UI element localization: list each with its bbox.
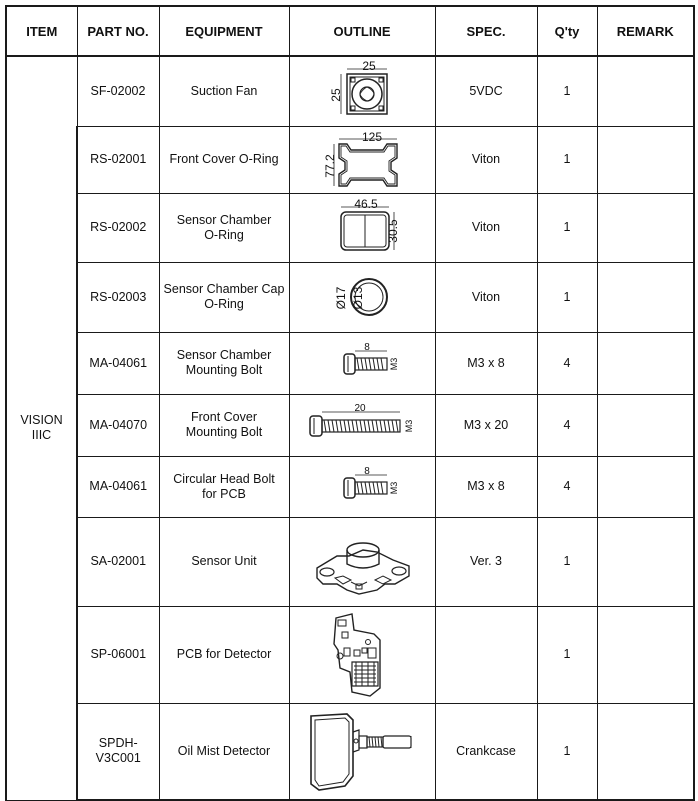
header-qty: Q'ty (537, 6, 597, 56)
header-spec: SPEC. (435, 6, 537, 56)
remark-cell (597, 56, 694, 126)
parts-table (5, 5, 695, 801)
table-row (6, 606, 694, 703)
header-remark: REMARK (597, 6, 694, 56)
table-row (6, 703, 694, 800)
spec-cell: M3 x 8 (435, 456, 537, 517)
spec-cell: Viton (435, 262, 537, 332)
qty-cell: 1 (537, 703, 597, 800)
part-no-cell: RS-02001 (77, 126, 159, 193)
oring-width-label: 125 (361, 129, 383, 144)
pcb-drawing (322, 610, 402, 700)
sensor-unit-drawing (307, 522, 417, 602)
qty-cell: 4 (537, 332, 597, 394)
spec-cell: Viton (435, 193, 537, 262)
equipment-cell: Sensor Chamber Mounting Bolt (159, 332, 289, 394)
outline-cell (289, 394, 435, 456)
remark-cell (597, 606, 694, 703)
remark-cell (597, 517, 694, 606)
fan-width-label: 25 (362, 59, 376, 74)
part-no-cell: SF-02002 (77, 56, 159, 126)
remark-cell (597, 456, 694, 517)
chamber-oring-height-label: 30.5 (386, 218, 400, 243)
outline-cell (289, 517, 435, 606)
remark-cell (597, 262, 694, 332)
remark-cell (597, 394, 694, 456)
remark-cell (597, 332, 694, 394)
suction-fan-drawing (317, 60, 407, 122)
outline-cell (289, 703, 435, 800)
fan-height-label: 25 (329, 88, 343, 102)
oring-height-label: 77.2 (323, 153, 337, 178)
part-no-cell: RS-02003 (77, 262, 159, 332)
qty-cell: 1 (537, 606, 597, 703)
header-item: ITEM (6, 6, 77, 56)
equipment-cell: Sensor Unit (159, 517, 289, 606)
table-row (6, 193, 694, 262)
part-no-cell: SPDH- V3C001 (77, 703, 159, 800)
bolt-20mm-drawing (302, 400, 422, 450)
oil-mist-detector-drawing (297, 706, 427, 796)
outline-cell (289, 606, 435, 703)
table-row (6, 332, 694, 394)
equipment-cell: Sensor Chamber O-Ring (159, 193, 289, 262)
outline-cell (289, 56, 435, 126)
qty-cell: 1 (537, 126, 597, 193)
outline-cell (289, 262, 435, 332)
qty-cell: 1 (537, 193, 597, 262)
table-row (6, 394, 694, 456)
pcb-bolt-length-label: 8 (364, 465, 370, 477)
part-no-cell: MA-04061 (77, 332, 159, 394)
cap-oring-drawing (317, 267, 407, 327)
bolt-8mm-drawing (317, 338, 407, 388)
qty-cell: 4 (537, 394, 597, 456)
cap-oring-outer-label: Ø17 (334, 286, 348, 310)
table-row (6, 56, 694, 126)
remark-cell (597, 703, 694, 800)
equipment-cell: Sensor Chamber Cap O-Ring (159, 262, 289, 332)
sensor-chamber-oring-drawing (317, 198, 407, 258)
outline-cell (289, 126, 435, 193)
equipment-cell: Suction Fan (159, 56, 289, 126)
header-part-no: PART NO. (77, 6, 159, 56)
equipment-cell: PCB for Detector (159, 606, 289, 703)
qty-cell: 1 (537, 262, 597, 332)
qty-cell: 1 (537, 517, 597, 606)
part-no-cell: SP-06001 (77, 606, 159, 703)
part-no-cell: MA-04061 (77, 456, 159, 517)
remark-cell (597, 193, 694, 262)
long-bolt-thread-label: M3 (404, 419, 414, 433)
long-bolt-length-label: 20 (354, 403, 366, 414)
part-no-cell: MA-04070 (77, 394, 159, 456)
part-no-cell: RS-02002 (77, 193, 159, 262)
spec-cell: Ver. 3 (435, 517, 537, 606)
circular-bolt-drawing (317, 462, 407, 512)
spec-cell: M3 x 8 (435, 332, 537, 394)
table-row (6, 126, 694, 193)
equipment-cell: Oil Mist Detector (159, 703, 289, 800)
spec-cell: Crankcase (435, 703, 537, 800)
spec-cell (435, 606, 537, 703)
outline-cell (289, 332, 435, 394)
table-row (6, 456, 694, 517)
bolt-length-label: 8 (364, 342, 370, 353)
spec-cell: 5VDC (435, 56, 537, 126)
part-no-cell: SA-02001 (77, 517, 159, 606)
table-row (6, 517, 694, 606)
pcb-bolt-thread-label: M3 (389, 481, 399, 494)
qty-cell: 4 (537, 456, 597, 517)
chamber-oring-width-label: 46.5 (354, 196, 378, 211)
header-equipment: EQUIPMENT (159, 6, 289, 56)
remark-cell (597, 126, 694, 193)
header-row (6, 6, 694, 56)
outline-cell (289, 456, 435, 517)
cap-oring-inner-label: Ø13 (351, 286, 365, 310)
item-name-cell: VISION IIIC (6, 56, 77, 800)
table-row (6, 262, 694, 332)
front-cover-oring-drawing (317, 130, 407, 190)
bolt-thread-label: M3 (389, 357, 399, 371)
outline-cell (289, 193, 435, 262)
equipment-cell: Front Cover Mounting Bolt (159, 394, 289, 456)
spec-cell: M3 x 20 (435, 394, 537, 456)
equipment-cell: Circular Head Bolt for PCB (159, 456, 289, 517)
equipment-cell: Front Cover O-Ring (159, 126, 289, 193)
spec-cell: Viton (435, 126, 537, 193)
header-outline: OUTLINE (289, 6, 435, 56)
qty-cell: 1 (537, 56, 597, 126)
